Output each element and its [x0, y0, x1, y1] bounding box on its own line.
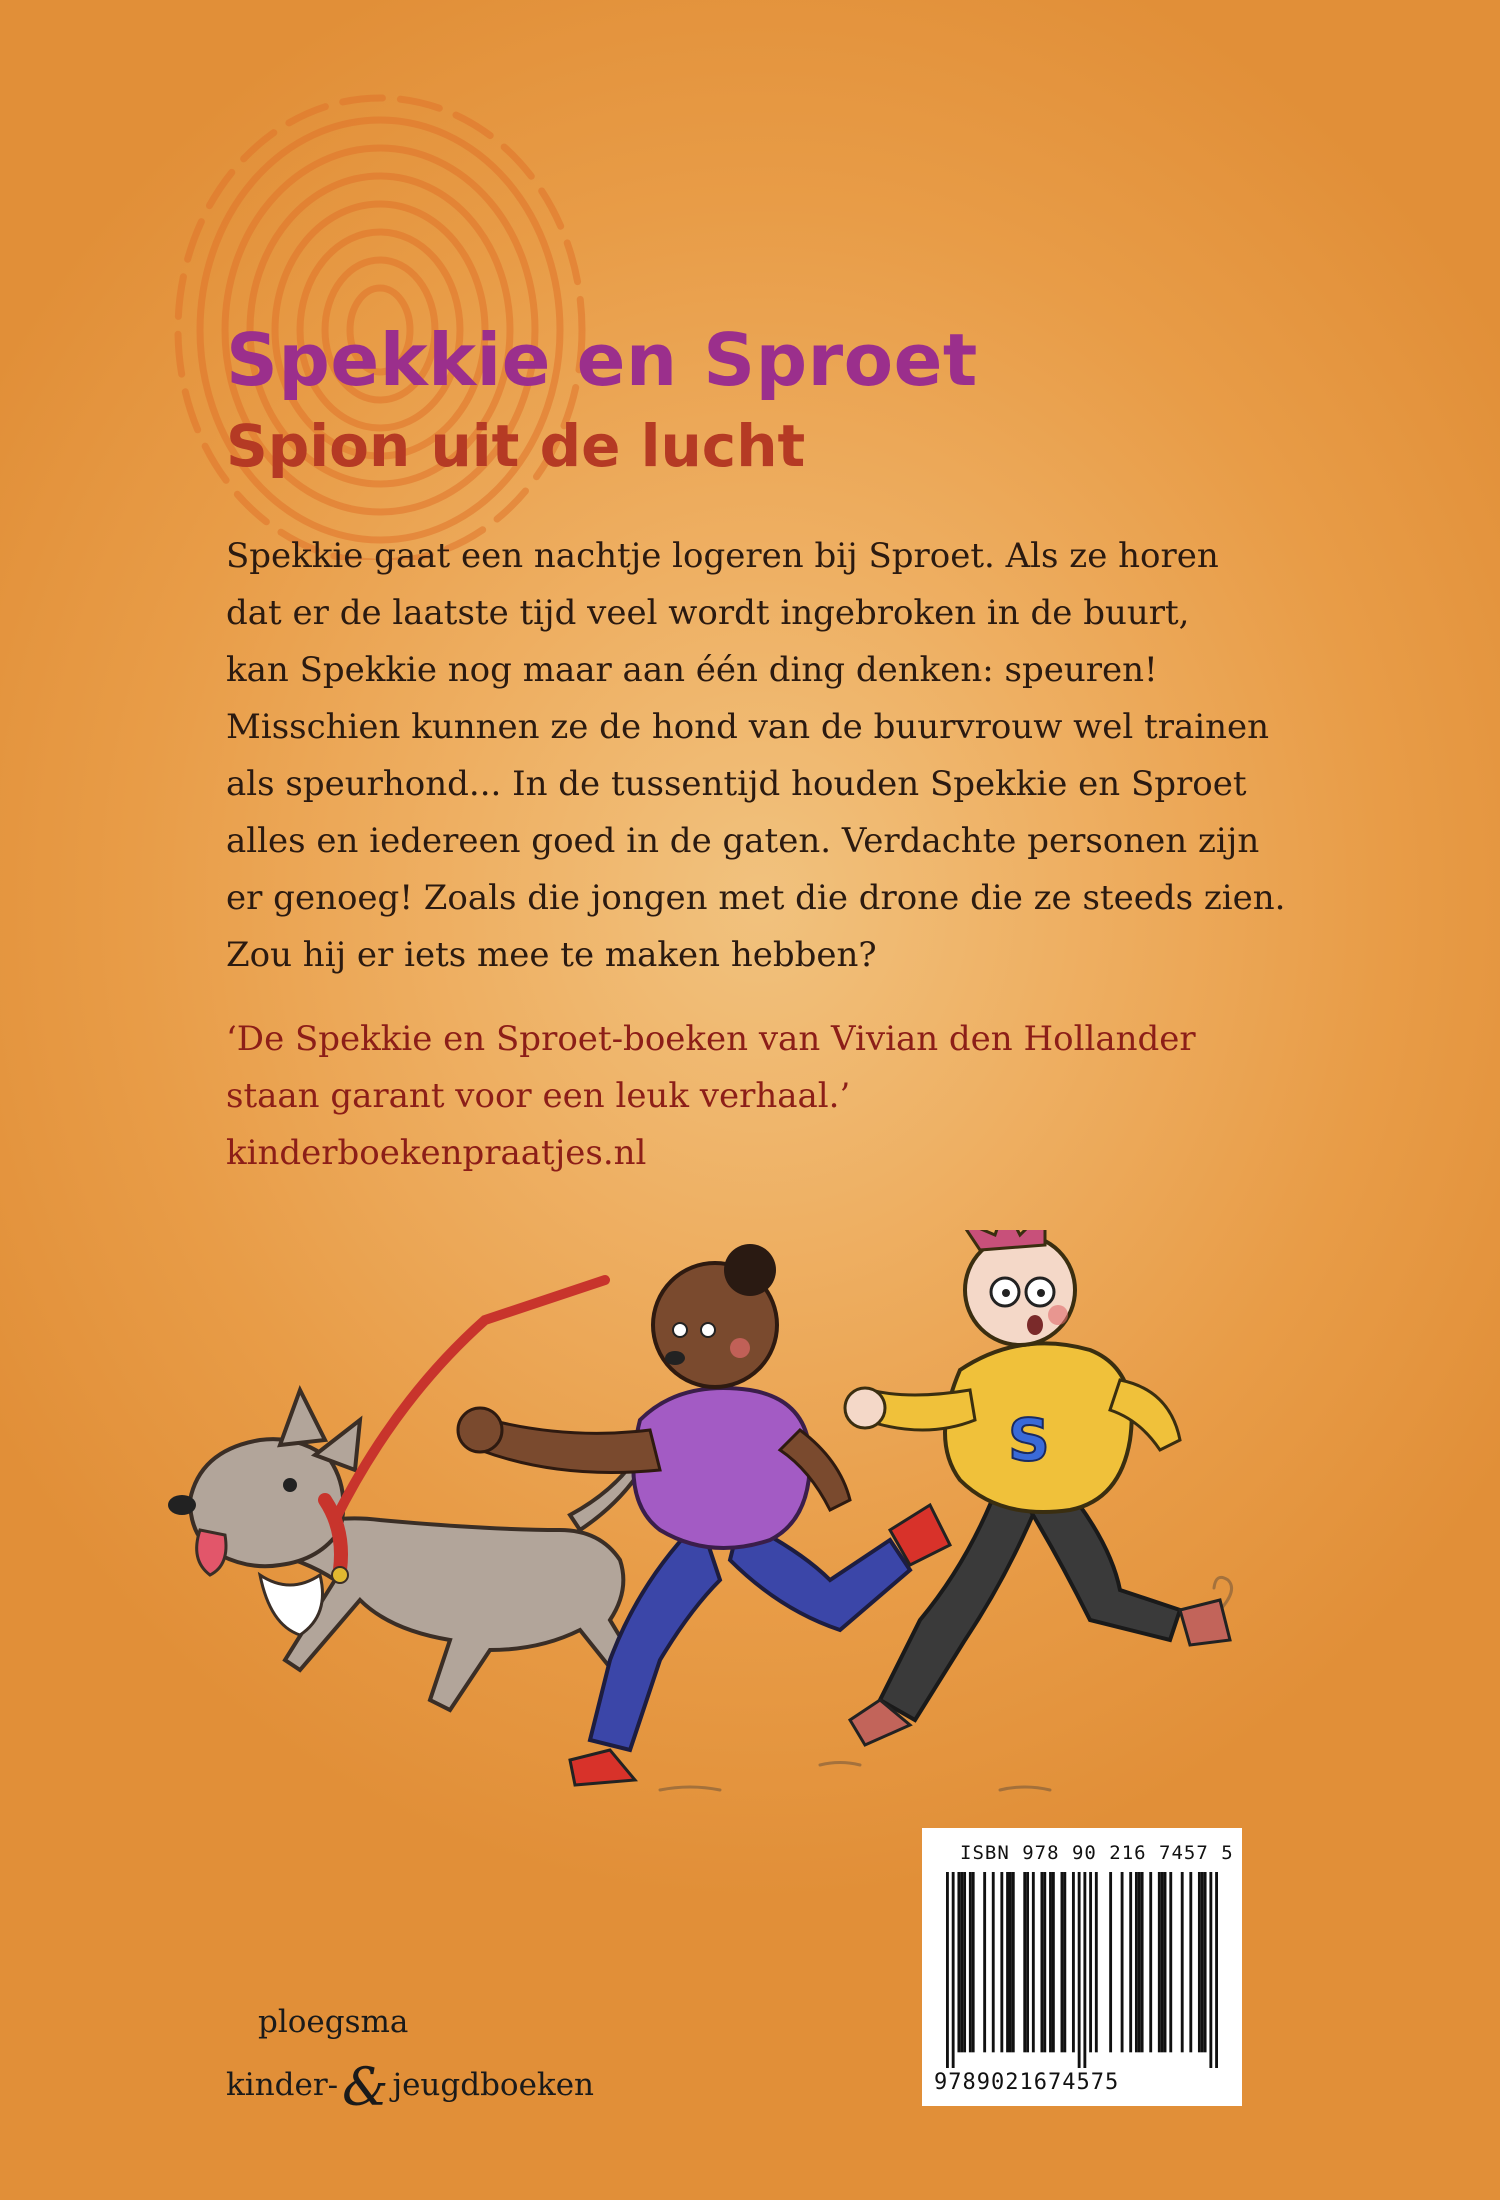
barcode-bar — [1072, 1872, 1075, 2052]
barcode-bar — [983, 1872, 986, 2052]
barcode-bar — [1129, 1872, 1132, 2052]
blurb-line: kan Spekkie nog maar aan één ding denken: speuren! — [226, 650, 1158, 690]
barcode-bar — [1169, 1872, 1172, 2052]
barcode-bar — [1201, 1872, 1204, 2052]
barcode-bar — [1164, 1872, 1167, 2052]
blurb-line: dat er de laatste tijd veel wordt ingebroken in de buurt, — [226, 593, 1190, 633]
barcode-bar — [1209, 1872, 1212, 2068]
isbn-barcode — [922, 1828, 1242, 2106]
barcode-bar — [1215, 1872, 1218, 2068]
barcode-bar — [1063, 1872, 1066, 2052]
barcode-bar — [1061, 1872, 1064, 2052]
barcode-bar — [1198, 1872, 1201, 2052]
barcode-bar — [1040, 1872, 1043, 2052]
barcode-bar — [1023, 1872, 1026, 2052]
barcode-bar — [1181, 1872, 1184, 2052]
barcode-bar — [992, 1872, 995, 2052]
ean-digits: 9789021674575 — [934, 2070, 1120, 2095]
book-title: Spekkie en Sproet — [226, 318, 978, 402]
barcode-bar — [1026, 1872, 1029, 2052]
barcode-bar — [1121, 1872, 1124, 2052]
quote-line: staan garant voor een leuk verhaal.’ — [226, 1076, 851, 1116]
barcode-bar — [1204, 1872, 1207, 2052]
barcode-bar — [1089, 1872, 1092, 2052]
barcode-bar — [1141, 1872, 1144, 2052]
blurb-text — [226, 528, 1376, 984]
barcode-bar — [1158, 1872, 1161, 2052]
quote-line: ‘De Spekkie en Sproet-boeken van Vivian den Hollander — [226, 1019, 1196, 1059]
barcode-bar — [1083, 1872, 1086, 2068]
ampersand-glyph: & — [342, 2058, 389, 2118]
barcode-bar — [1052, 1872, 1055, 2052]
blurb-line: als speurhond... In de tussentijd houden Spekkie en Sproet — [226, 764, 1247, 804]
barcode-bar — [1149, 1872, 1152, 2052]
quote-source: kinderboekenpraatjes.nl — [226, 1133, 647, 1173]
imprint-left: kinder- — [226, 2067, 339, 2103]
blurb-line: er genoeg! Zoals die jongen met die drone die ze steeds zien. — [226, 878, 1286, 918]
publisher-name: ploegsma — [258, 2004, 409, 2040]
barcode-bar — [1189, 1872, 1192, 2052]
barcode-bar — [1138, 1872, 1141, 2052]
barcode-bar — [952, 1872, 955, 2068]
barcode-bar — [972, 1872, 975, 2052]
barcode-bar — [946, 1872, 949, 2068]
barcode-bar — [1078, 1872, 1081, 2068]
barcode-bar — [1049, 1872, 1052, 2052]
barcode-bar — [969, 1872, 972, 2052]
running-children-illustration — [140, 1230, 1320, 1810]
barcode-bar — [960, 1872, 963, 2052]
imprint-right: jeugdboeken — [392, 2067, 595, 2103]
sweater-letter: S — [1008, 1406, 1050, 1474]
blurb-line: Zou hij er iets mee te maken hebben? — [226, 935, 877, 975]
publisher-imprint — [226, 2058, 594, 2118]
barcode-bar — [957, 1872, 960, 2052]
barcode-bar — [1012, 1872, 1015, 2052]
isbn-label: ISBN 978 90 216 7457 5 — [960, 1842, 1234, 1864]
barcode-bars — [946, 1872, 1218, 2068]
barcode-bar — [1135, 1872, 1138, 2052]
review-quote — [226, 1011, 1376, 1182]
barcode-bar — [1000, 1872, 1003, 2052]
blurb-line: alles en iedereen goed in de gaten. Verdachte personen zijn — [226, 821, 1260, 861]
blurb-line: Spekkie gaat een nachtje logeren bij Sproet. Als ze horen — [226, 536, 1219, 576]
barcode-bar — [1032, 1872, 1035, 2052]
barcode-bar — [1161, 1872, 1164, 2052]
barcode-bar — [1009, 1872, 1012, 2052]
book-subtitle: Spion uit de lucht — [226, 412, 806, 480]
barcode-bar — [1095, 1872, 1098, 2052]
boy-figure — [845, 1230, 1230, 1745]
barcode-bar — [963, 1872, 966, 2052]
barcode-bar — [1109, 1872, 1112, 2052]
blurb-line: Misschien kunnen ze de hond van de buurvrouw wel trainen — [226, 707, 1270, 747]
publisher-logo — [226, 1998, 646, 2118]
barcode-bar — [1043, 1872, 1046, 2052]
barcode-bar — [1006, 1872, 1009, 2052]
